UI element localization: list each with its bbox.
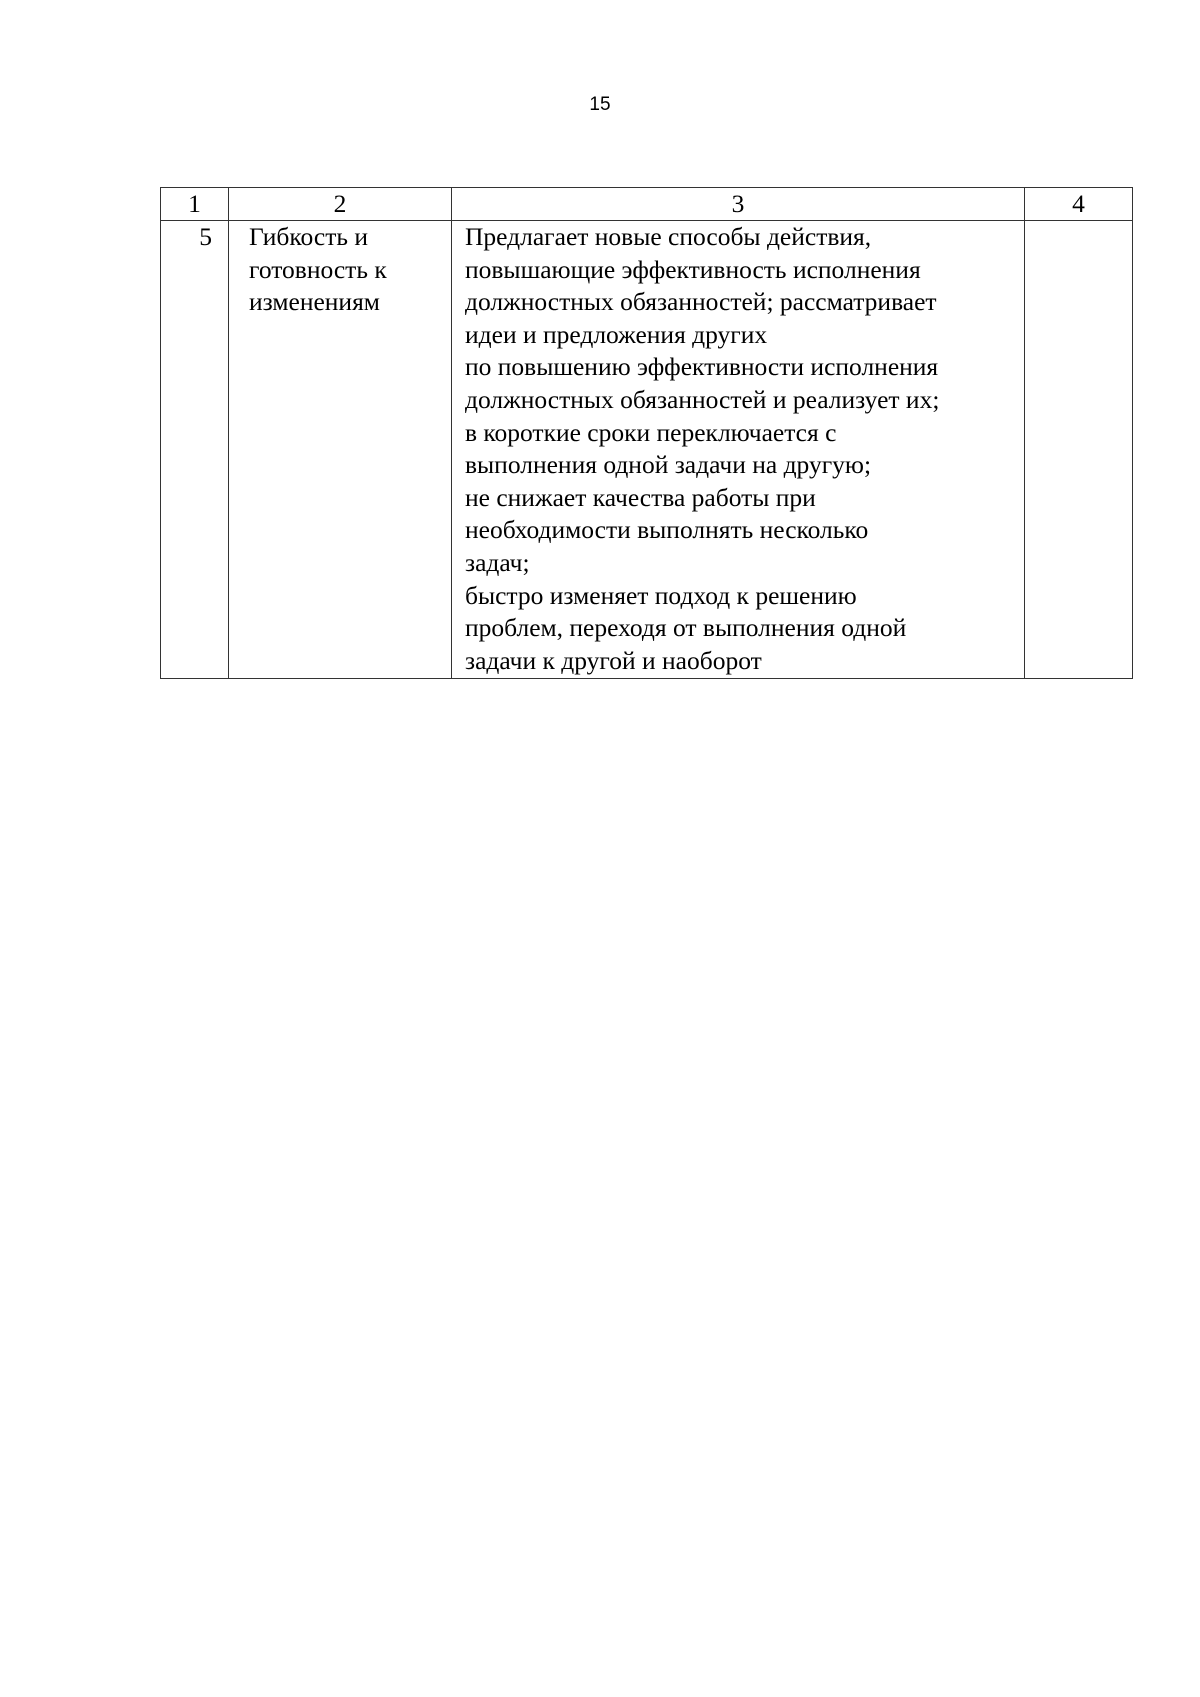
competency-name-line: готовность к: [249, 254, 387, 284]
description-line: необходимости выполнять несколько: [465, 515, 869, 545]
header-cell-2: 2: [229, 188, 452, 221]
row-number-cell: 5: [161, 221, 229, 679]
competency-name-cell: [229, 221, 452, 679]
description-line: не снижает качества работы при: [465, 482, 816, 512]
header-cell-3: 3: [452, 188, 1025, 221]
description-line: идеи и предложения других: [465, 319, 768, 349]
competency-name-line: изменениям: [249, 287, 380, 317]
header-cell-1: 1: [161, 188, 229, 221]
page-number: 15: [589, 94, 611, 115]
description-line: в короткие сроки переключается с: [465, 417, 837, 447]
description-line: проблем, переходя от выполнения одной: [465, 613, 907, 643]
description-line: выполнения одной задачи на другую;: [465, 450, 872, 480]
description-line: повышающие эффективность исполнения: [465, 254, 921, 284]
description-line: быстро изменяет подход к решению: [465, 580, 857, 610]
description-line: должностных обязанностей и реализует их;: [465, 384, 940, 414]
empty-cell-4: [1025, 221, 1133, 679]
header-cell-4: 4: [1025, 188, 1133, 221]
description-line: задачи к другой и наоборот: [465, 645, 762, 675]
description-line: задач;: [465, 547, 530, 577]
description-line: по повышению эффективности исполнения: [465, 352, 939, 382]
competency-description-cell: [452, 221, 1025, 679]
table-row: [161, 221, 1133, 679]
table-header-row: [161, 188, 1133, 221]
competency-table: [160, 187, 1133, 679]
competency-name-line: Гибкость и: [249, 222, 368, 251]
description-line: должностных обязанностей; рассматривает: [465, 287, 937, 317]
description-line: Предлагает новые способы действия,: [465, 222, 872, 251]
